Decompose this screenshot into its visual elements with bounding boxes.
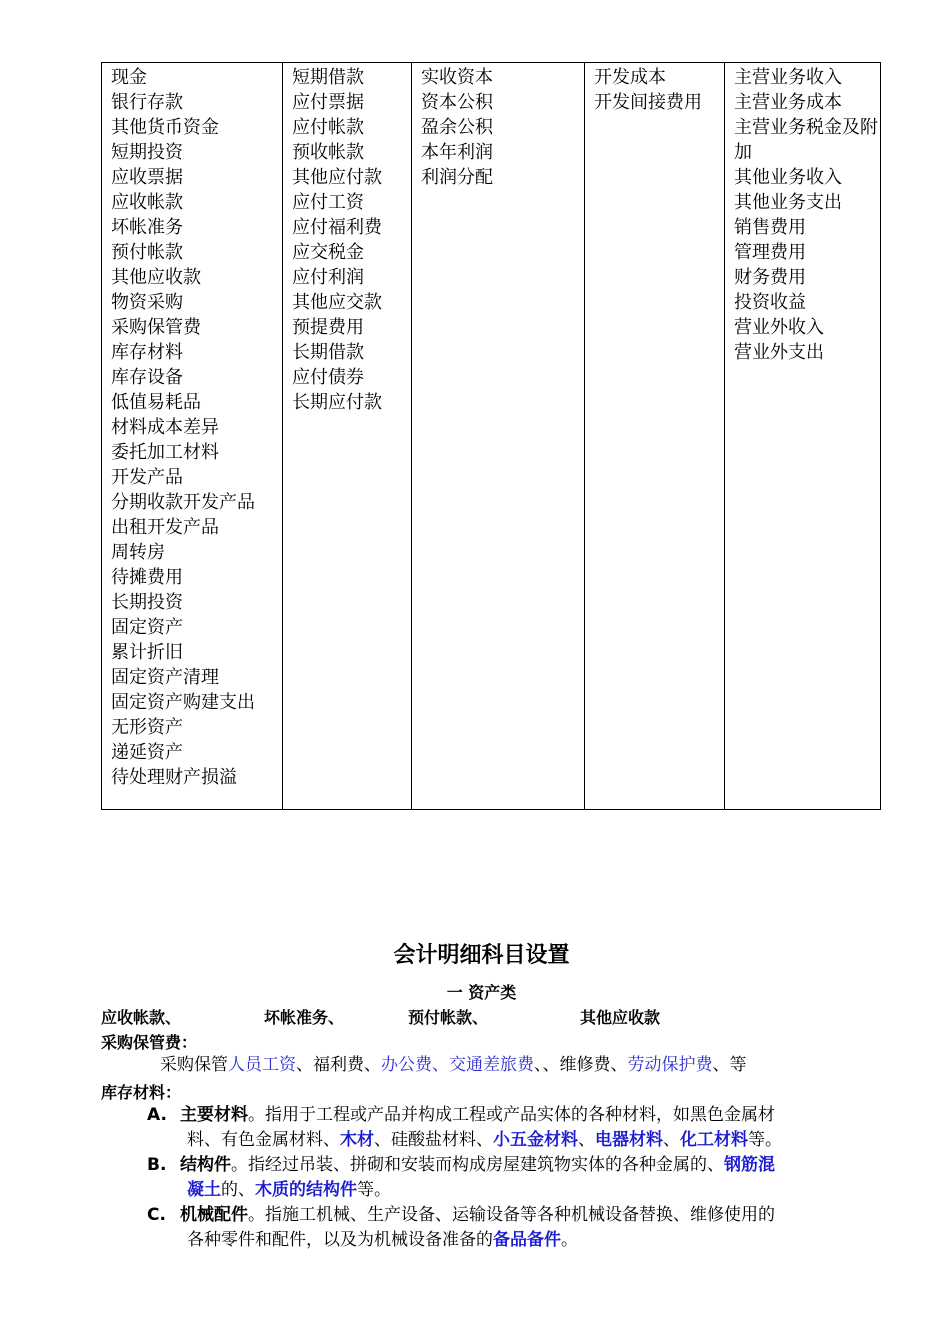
text-run: 电器材料	[595, 1130, 663, 1150]
account-item: 长期投资	[111, 592, 183, 613]
account-item: 递延资产	[111, 742, 183, 763]
account-item: 应付帐款	[292, 117, 364, 138]
text-run: 。指用于工程或产品并构成工程或产品实体的各种材料，如黑色金属材	[248, 1105, 775, 1125]
kucun-heading: 库存材料：	[101, 1083, 182, 1102]
caigou-paragraph	[160, 1053, 747, 1078]
text-run: 小五金材料	[493, 1130, 578, 1150]
account-item: 销售费用	[734, 217, 806, 238]
material-item-b	[147, 1153, 862, 1203]
text-run: 办公费、交通差旅费	[381, 1055, 534, 1075]
text-run: 、、维修费、	[534, 1055, 628, 1075]
text-run: 的、	[221, 1180, 255, 1200]
account-item: 其他应收款	[111, 267, 201, 288]
text-run: 、	[663, 1130, 680, 1150]
account-item: 应交税金	[292, 242, 364, 263]
text-run: 、硅酸盐材料、	[374, 1130, 493, 1150]
text-run: 等。	[748, 1130, 782, 1150]
text-run: 等。	[357, 1180, 391, 1200]
account-item: 主营业务收入	[734, 67, 842, 88]
account-item: 无形资产	[111, 717, 183, 738]
account-item: 分期收款开发产品	[111, 492, 255, 513]
account-item: 库存设备	[111, 367, 183, 388]
item-label: 结构件	[180, 1155, 231, 1175]
text-run: 木质的结构件	[255, 1180, 357, 1200]
caigou-heading: 采购保管费：	[101, 1033, 198, 1052]
asset-accounts-column	[102, 63, 283, 810]
account-item: 主营业务成本	[734, 92, 842, 113]
profit-loss-accounts-column	[725, 63, 881, 810]
account-item: 其他货币资金	[111, 117, 219, 138]
account-item: 实收资本	[421, 67, 493, 88]
account-item: 其他应交款	[292, 292, 382, 313]
account-item: 累计折旧	[111, 642, 183, 663]
text-run: 采购保管	[160, 1055, 228, 1075]
asset-account-item: 应收帐款、	[101, 1008, 182, 1027]
account-item: 应收帐款	[111, 192, 183, 213]
section-heading: 一 资产类	[446, 983, 517, 1002]
account-item: 待摊费用	[111, 567, 183, 588]
text-run: 凝土	[187, 1180, 221, 1200]
account-item: 其他业务收入	[734, 167, 842, 188]
account-item: 银行存款	[111, 92, 183, 113]
account-item: 本年利润	[421, 142, 493, 163]
account-item: 营业外收入	[734, 317, 824, 338]
text-run: 木材	[340, 1130, 374, 1150]
account-item: 应付工资	[292, 192, 364, 213]
account-item: 坏帐准务	[111, 217, 183, 238]
text-run: 备品备件	[493, 1230, 561, 1250]
text-run: 、	[578, 1130, 595, 1150]
account-item: 其他应付款	[292, 167, 382, 188]
account-item: 预收帐款	[292, 142, 364, 163]
account-item: 现金	[111, 67, 147, 88]
list-marker: A.	[147, 1105, 167, 1125]
account-item: 材料成本差异	[111, 417, 219, 438]
account-item: 主营业务税金及附加	[734, 117, 878, 163]
table-row	[102, 63, 881, 810]
asset-account-item: 预付帐款、	[408, 1008, 489, 1027]
material-item-c	[147, 1203, 862, 1253]
account-item: 管理费用	[734, 242, 806, 263]
text-run: 钢筋混	[724, 1155, 775, 1175]
text-run: 、等	[712, 1055, 747, 1075]
account-item: 应付债券	[292, 367, 364, 388]
account-item: 短期借款	[292, 67, 364, 88]
text-run: 化工材料	[680, 1130, 748, 1150]
account-item: 短期投资	[111, 142, 183, 163]
account-item: 预付帐款	[111, 242, 183, 263]
account-item: 应收票据	[111, 167, 183, 188]
account-item: 开发产品	[111, 467, 183, 488]
account-item: 采购保管费	[111, 317, 201, 338]
list-marker: B.	[147, 1155, 167, 1175]
account-item: 预提费用	[292, 317, 364, 338]
account-item: 利润分配	[421, 167, 493, 188]
text-run: 。指施工机械、生产设备、运输设备等各种机械设备替换、维修使用的	[248, 1205, 775, 1225]
list-marker: C.	[147, 1205, 166, 1225]
account-item: 其他业务支出	[734, 192, 842, 213]
account-item: 资本公积	[421, 92, 493, 113]
account-item: 待处理财产损溢	[111, 767, 237, 788]
equity-accounts-column	[412, 63, 585, 810]
text-run: 。指经过吊装、拼砌和安装而构成房屋建筑物实体的各种金属的、	[231, 1155, 724, 1175]
account-item: 投资收益	[734, 292, 806, 313]
account-item: 应付票据	[292, 92, 364, 113]
text-run: 、福利费、	[296, 1055, 381, 1075]
cost-accounts-column	[585, 63, 725, 810]
text-run: 人员工资	[228, 1055, 296, 1075]
liability-accounts-column	[283, 63, 412, 810]
account-item: 周转房	[111, 542, 165, 563]
account-item: 应付福利费	[292, 217, 382, 238]
page-title: 会计明细科目设置	[393, 943, 570, 968]
account-chart-table	[101, 62, 881, 810]
account-item: 低值易耗品	[111, 392, 201, 413]
asset-account-item: 坏帐准务、	[264, 1008, 345, 1027]
account-item: 固定资产清理	[111, 667, 219, 688]
account-item: 长期应付款	[292, 392, 382, 413]
item-label: 主要材料	[180, 1105, 248, 1125]
account-item: 固定资产购建支出	[111, 692, 255, 713]
account-item: 物资采购	[111, 292, 183, 313]
account-item: 营业外支出	[734, 342, 824, 363]
account-item: 出租开发产品	[111, 517, 219, 538]
text-run: 劳动保护费	[627, 1055, 713, 1075]
asset-account-item: 其他应收款	[580, 1008, 661, 1027]
account-item: 财务费用	[734, 267, 806, 288]
account-item: 开发成本	[594, 67, 666, 88]
account-item: 固定资产	[111, 617, 183, 638]
account-item: 开发间接费用	[594, 92, 702, 113]
text-run: 。	[561, 1230, 578, 1250]
account-item: 委托加工材料	[111, 442, 219, 463]
text-run: 料、有色金属材料、	[187, 1130, 340, 1150]
account-item: 应付利润	[292, 267, 364, 288]
material-item-a	[147, 1103, 862, 1153]
text-run: 各种零件和配件，以及为机械设备准备的	[187, 1230, 493, 1250]
item-label: 机械配件	[180, 1205, 248, 1225]
account-item: 盈余公积	[421, 117, 493, 138]
account-item: 库存材料	[111, 342, 183, 363]
account-item: 长期借款	[292, 342, 364, 363]
